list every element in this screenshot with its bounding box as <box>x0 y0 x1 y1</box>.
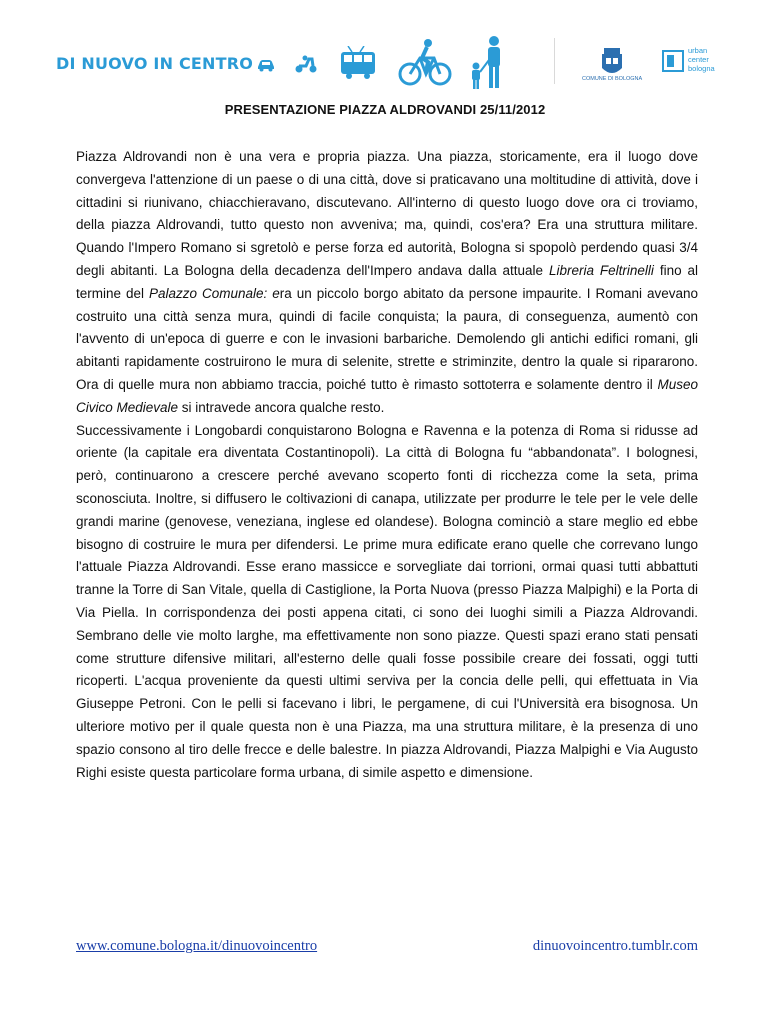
paragraph-1 <box>76 146 698 420</box>
p1-text-3: ra un piccolo borgo abitato da persone impaurite. I Romani avevano costruito una città senza mura, quindi di facile conquista; la paura, di conseguenza, aumentò con l'avvento di un'epoca di guerre e con le invasioni barbariche. Demolendo gli antichi edifici romani, gli abitanti rapidamente costruirono le mura di selenite, strette e striminzite, dentro la quale si ripararono. Ora di quelle mura non abbiamo traccia, poiché tutto è rimasto sottoterra e solamente dentro il <box>76 285 698 392</box>
urban-line-1: urban <box>688 46 708 55</box>
page-header <box>0 0 770 100</box>
palazzo-comunale: Palazzo Comunale: e <box>148 285 280 301</box>
document-title: PRESENTAZIONE PIAZZA ALDROVANDI 25/11/2012 <box>224 102 546 117</box>
car-icon <box>256 58 276 72</box>
paragraph-2: Successivamente i Longobardi conquistarono Bologna e Ravenna e la potenza di Roma si ridusse ad oriente (la capitale era diventata Costantinopoli). La città di Bologna fu “abbandonata”. I bolognesi, però, continuarono a crescere perché avevano scoperto fonti di ricchezza come la seta, prima sconosciuta. Inoltre, si diffusero le coltivazioni di canapa, utilizzate per produrre le tele per le vele delle grandi marine (genovese, veneziana, inglese ed olandese). Bologna cominciò a stare meglio ed ebbe bisogno di costruire le mura per difendersi. Le prime mura edificate erano quelle che correvano lungo l'attuale Piazza Aldrovandi. Esse erano massicce e sorvegliate dai torrioni, ormai quasi tutti abbattuti tranne la Torre di San Vitale, quella di Castiglione, la Porta Nuova (presso Piazza Malpighi) e la Porta di Via Piella. In corrispondenza dei posti appena citati, ci sono dei luoghi simili a Piazza Aldrovandi. Sembrano delle vie molto larghe, ma effettivamente non sono piazze. Questi spazi erano stati pensati come strutture difensive militari, all'esterno delle quali fosse possibile creare dei fossati, oggi tutti ricoperti. L'acqua proveniente da questi ultimi serviva per la concia delle pelli, qui effettuata in Via Giuseppe Petroni. Con le pelli si facevano i libri, le pergamene, di cui l'Università era bisognosa. Un ulteriore motivo per il quale questa non è una Piazza, ma una struttura militare, è la presenza di uno spazio consono al tiro delle frecce e delle balestre. In piazza Aldrovandi, Piazza Malpighi e Via Augusto Righi esiste questa particolare forma urbana, di simile aspetto e dimensione. <box>76 422 698 780</box>
crest-caption: COMUNE DI BOLOGNA <box>582 76 643 82</box>
museo-civico-medievale: Museo Civico Medievale <box>76 376 698 415</box>
p1-text-2: fino al termine del <box>76 262 699 301</box>
bicycle-icon <box>398 38 452 86</box>
p1-text-4: si intravede ancora qualche resto. <box>178 399 385 415</box>
pedestrian-family-icon <box>468 36 508 90</box>
comune-bologna-link[interactable]: www.comune.bologna.it/dinuovoincentro <box>76 938 318 954</box>
document-body <box>76 146 698 784</box>
urban-center-logo <box>662 46 732 80</box>
libreria-feltrinelli: Libreria Feltrinelli <box>548 262 654 278</box>
urban-line-3: bologna <box>688 64 715 73</box>
urban-center-wordmark <box>688 46 715 73</box>
bus-icon <box>340 46 376 80</box>
tumblr-address: dinuovoincentro.tumblr.com <box>532 938 698 954</box>
urban-line-2: center <box>688 55 709 64</box>
header-divider <box>554 38 555 84</box>
scooter-icon <box>294 54 318 74</box>
urban-center-icon <box>662 50 684 72</box>
brand-logo: DI NUOVO IN CENTRO <box>56 54 254 73</box>
p1-text-1: Piazza Aldrovandi non è una vera e propria piazza. Una piazza, storicamente, era il luogo dove convergeva l'attenzione di un paese o di una città, dove si praticavano una moltitudine di attività, dove i cittadini si riunivano, chiacchieravano, discutevano. All'interno di questo luogo dove ora ci troviamo, della piazza Aldrovandi, tutto questo non avveniva; ma, quindi, cos'era? Era una struttura militare. Quando l'Impero Romano si sgretolò e perse forza ed autorità, Bologna si spopolò perdendo quasi 3/4 degli abitanti. La Bologna della decadenza dell'Impero andava dalla attuale <box>76 149 698 278</box>
